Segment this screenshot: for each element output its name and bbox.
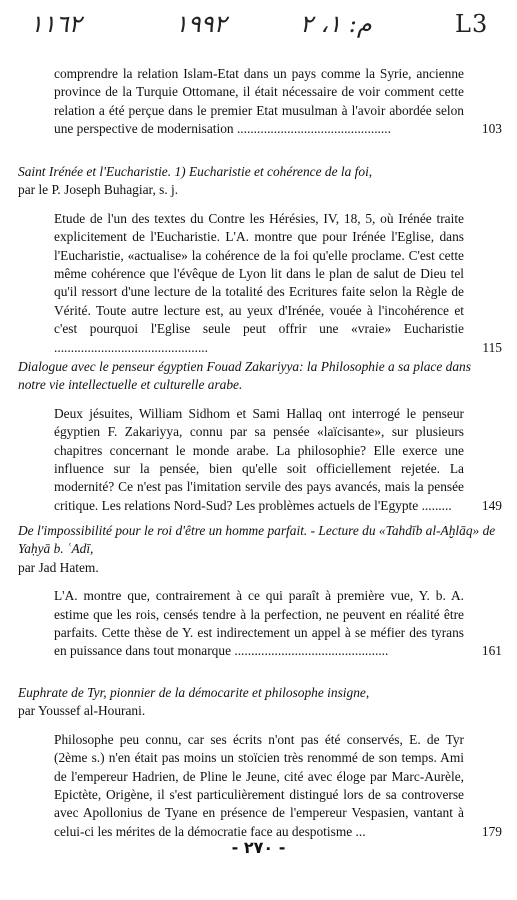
entry-4	[18, 522, 502, 661]
entry-title: Euphrate de Tyr, pionnier de la démocarite et philosophe insigne,	[18, 685, 370, 700]
entry-text: comprendre la relation Islam-Etat dans un pays comme la Syrie, ancienne province de la Turquie Ottomane, il était nécessaire de voir comment cette relation a été perçue dans le premier Etat musulman à l'avoir abordée selon une perspective de modernisation ..............................................	[54, 66, 464, 137]
entry-author: par Youssef al-Hourani.	[18, 703, 146, 719]
page-number: 149	[481, 497, 502, 513]
entry-1	[18, 65, 502, 139]
page-number: 161	[481, 643, 502, 659]
entry-text: Philosophe peu connu, car ses écrits n'ont pas été conservés, E. de Tyr (2ème s.) n'en était pas moins un stoïcien très renommé de son temps. Ami de l'empereur Hadrien, de Pline le Jeune, cité avec éloge par Marc-Aurèle, Epictète, Origène, il s'est particulièrement distingué lors de sa controverse avec Apollonius de Tyane en présence de l'empereur Vespasien, vantant à celui-ci les mérites de la démocratie face au despotisme ...	[54, 731, 464, 839]
entry-body	[54, 731, 502, 841]
entry-2	[18, 163, 502, 357]
page-number: 179	[481, 823, 502, 839]
entry-5	[18, 684, 502, 841]
header-handwritten-left: ١١٦٢	[30, 10, 82, 38]
entry-body	[54, 65, 502, 139]
entry-body	[54, 210, 502, 357]
entry-text: Etude de l'un des textes du Contre les Hérésies, IV, 18, 5, où Irénée traite explicitement de l'Eucharistie. L'A. montre que pour Irénée l'Eglise, dans l'Eucharistie, «actualise» la cohérence de la foi qu'elle proclame. C'est cette même cohérence que l'évêque de Lyon lit dans le plan de salut de Dieu tel qu'il ressort d'une lecture de la totalité des Ecritures faite selon la Règle de Vérité. Toute autre lecture est, au yeux d'Irénée, vouée à l'incohérence et c'est pourquoi l'Eglise seule peut offrir une «vraie» Eucharistie ..............................................	[54, 210, 464, 355]
page-number: 115	[482, 339, 502, 355]
entry-3	[18, 358, 502, 515]
entry-body	[54, 405, 502, 515]
entry-title: De l'impossibilité pour le roi d'être un homme parfait. - Lecture du «Tahdīb al-Aḫlāq» de Yaḥyā b. ʿAdī,	[18, 523, 496, 557]
entry-author: par Jad Hatem.	[18, 559, 99, 575]
page-footer-number: - ٢٧٠ -	[231, 838, 286, 857]
page-number: 103	[481, 121, 502, 137]
header-handwritten-issue: م: ١، ٢	[300, 10, 372, 38]
header-handwritten-year: ١٩٩٢	[175, 10, 227, 38]
entry-text: L'A. montre que, contrairement à ce qui paraît à première vue, Y. b. A. estime que les rois, censés tendre à la perfection, ne peuvent en réalité être parfaits. Cette thèse de Y. est indirectement un appel à se méfier des tyrans en puissance dans tout monarque ..............................................	[54, 588, 464, 659]
entry-title: Saint Irénée et l'Eucharistie. 1) Eucharistie et cohérence de la foi,	[18, 164, 373, 179]
entry-body	[54, 587, 502, 661]
entry-text: Deux jésuites, William Sidhom et Sami Hallaq ont interrogé le penseur égyptien F. Zakariyya, connu par sa pensée «laïcisante», sur plusieurs chapitres concernant le monde arabe. La philosophie? Elle exerce une influence sur la pensée, bien qu'elle soit officiellement rejetée. La modernité? Ce n'est pas l'imitation servile des pays avancés, mais la pensée critique. Les relations Nord-Sud? Les problèmes actuels de l'Egypte .........	[54, 405, 464, 513]
entry-author: par le P. Joseph Buhagiar, s. j.	[18, 182, 179, 198]
header-handwritten-right: L3	[455, 10, 489, 38]
entry-title: Dialogue avec le penseur égyptien Fouad Zakariyya: la Philosophie a sa place dans notre vie intellectuelle et culturelle arabe.	[18, 359, 471, 393]
